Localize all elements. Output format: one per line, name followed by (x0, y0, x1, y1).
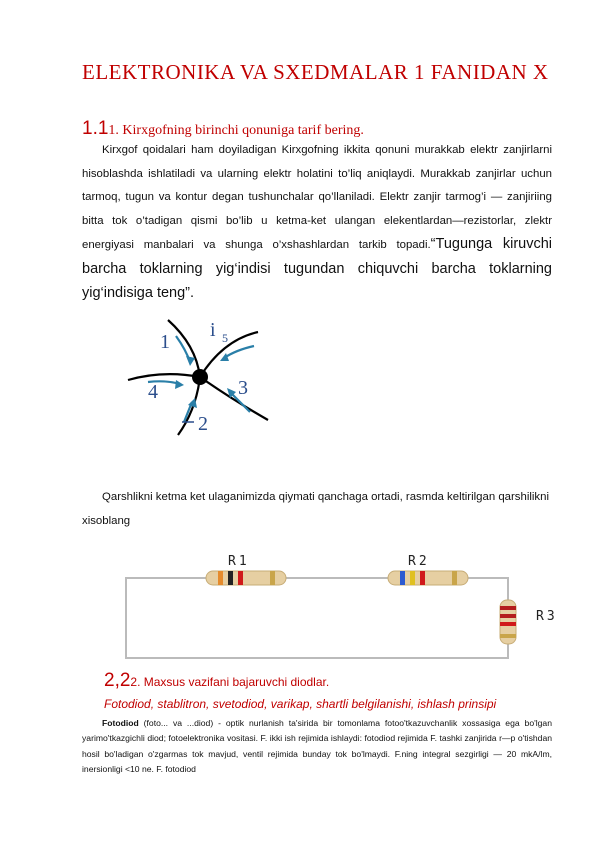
resistor-r1 (206, 571, 286, 585)
label-4: 4 (148, 381, 158, 403)
photodiode-paragraph (82, 716, 552, 777)
question-2-heading (104, 670, 329, 692)
r1-label: R1 (228, 554, 250, 569)
junction-node (192, 369, 208, 385)
question-1-text: 1. Kirxgofning birinchi qonuniga tarif bering. (108, 123, 364, 138)
label-1: 1 (160, 331, 170, 353)
resistor-r2 (388, 571, 468, 585)
series-resistor-figure (118, 548, 578, 668)
label-2: 2 (198, 413, 208, 435)
photodiode-term: Fotodiod (102, 718, 139, 728)
kirchhoff-law-quote: “Tugunga kiruvchi barcha toklarning yig‘indisi tugundan chiquvchi barcha toklarning yig‘indisiga teng”. (82, 236, 552, 301)
question-1-number: 1.1 (82, 118, 109, 139)
label-5: 5 (222, 331, 228, 345)
label-3: 3 (238, 377, 248, 399)
question-1-heading (82, 118, 364, 140)
kirchhoff-paragraph (82, 139, 552, 307)
r2-label: R2 (408, 554, 430, 569)
question-2-text: 2. Maxsus vazifani bajaruvchi diodlar. (130, 675, 330, 689)
branch-4-wire (128, 374, 200, 380)
circuit-wire (126, 578, 508, 658)
resistor-question-paragraph: Qarshlikni ketma ket ulaganimizda qiymati qanchaga ortadi, rasmda keltirilgan qarshilikni xisoblang (82, 491, 549, 527)
r3-label: R3 (536, 609, 558, 624)
kirchhoff-paragraph-text: Kirxgof qoidalari ham doyiladigan Kirxgofning ikkita qonuni murakkab elektr zanjirlarni hisoblashda ishlatiladi va ularning elektr holatini to’liq aniqlaydi. Murakkab zanjirlar uchun tarmoq, tugun va kontur degan tushunchalar qo’llaniladi. Elektr zanjir tarmog’i — zanjiriing bitta tok o’tadigan qismi bo’lib u ketma-ket ulangan elekentlardan—rezistorlar, zlektr energiyasi manbalari va shunga o’xshashlardan tarkib topadi. (82, 144, 552, 251)
question-2-number: 2,2 (104, 670, 131, 691)
document-title: ELEKTRONIKA VA SXEDMALAR 1 FANIDAN X (82, 60, 549, 84)
label-i: i (210, 319, 216, 341)
resistor-r3 (500, 600, 516, 644)
kirchhoff-node-figure (118, 310, 278, 440)
photodiode-paragraph-text: (foto... va ...diod) - optik nurlanish ta'sirida bir tomonlama fotoo'tkazuvchanlik xossasiga ega bo'lgan yarimo'tkazgichli diod; fotoelektronika vositasi. F. ikki ish rejimida ishlaydi: fotodiod rejimida F. tashki zanjirida r—p o'tishdan hosil bo'ladigan o'zgarmas tok mavjud, ventil rejimida bunday tok bo'lmaydi. F.ning integral sezgirligi — 20 mkA/lm, inersionligi <10 ne. F. fotodiod (82, 718, 552, 774)
branch-3-wire (200, 377, 268, 420)
question-2-subheading: Fotodiod, stablitron, svetodiod, varikap, shartli belgilanishi, ishlash prinsipi (104, 697, 497, 711)
